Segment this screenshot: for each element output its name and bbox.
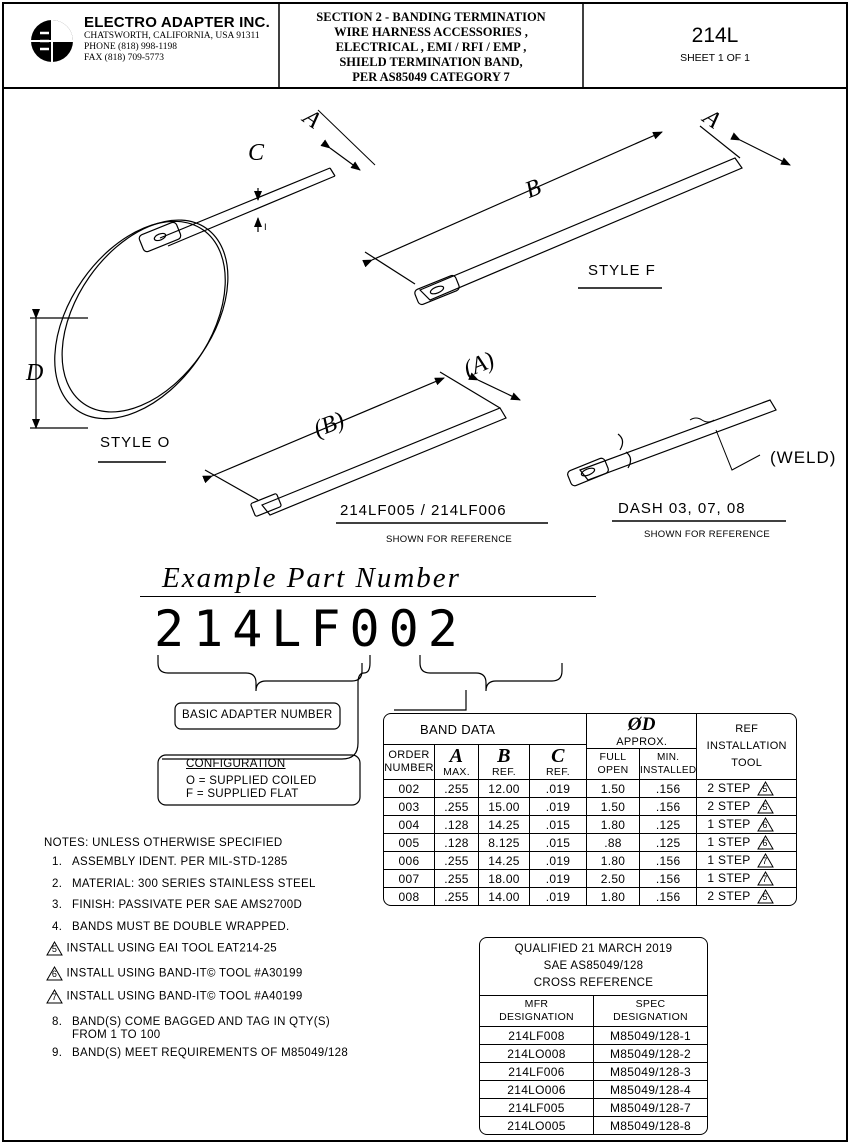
b-cell: 14.25 — [479, 852, 530, 870]
tool-cell — [697, 816, 796, 834]
flag-number: 5 — [762, 802, 768, 813]
mfr-cell: 214LO005 — [480, 1117, 594, 1135]
col-full-open-header — [587, 749, 640, 780]
b-cell: 15.00 — [479, 798, 530, 816]
note-text: FINISH: PASSIVATE PER SAE AMS2700D — [72, 899, 303, 911]
tool-text: 1 STEP — [707, 870, 751, 885]
full-open-cell: 2.50 — [587, 870, 640, 888]
note-number: 8. — [52, 1016, 63, 1028]
band-illustrations — [0, 90, 850, 560]
flag-number: 5 — [762, 784, 768, 795]
flag-triangle-icon — [757, 871, 774, 886]
band-data-row — [384, 798, 796, 816]
a-cell: .255 — [435, 870, 479, 888]
mfr-header — [480, 996, 594, 1027]
min-installed-cell: .156 — [640, 888, 697, 906]
full-open-cell: 1.50 — [587, 798, 640, 816]
example-heading: Example Part Number — [162, 562, 461, 594]
note-text: BAND(S) COME BAGGED AND TAG IN QTY(S) — [72, 1016, 330, 1028]
mfr-cell: 214LF008 — [480, 1027, 594, 1045]
cross-reference-header — [480, 938, 707, 996]
flag-triangle-icon — [757, 835, 774, 850]
tool-cell — [697, 870, 796, 888]
a-cell: .128 — [435, 834, 479, 852]
flag-number: 6 — [51, 969, 58, 979]
config-option-f: F = SUPPLIED FLAT — [186, 788, 299, 800]
band-data-row — [384, 816, 796, 834]
order-header-line: NUMBER — [384, 762, 434, 774]
min-installed-cell: .156 — [640, 798, 697, 816]
note-5 — [46, 941, 277, 956]
ref-part-label: 214LF005 / 214LF006 — [340, 502, 507, 519]
note-text: INSTALL USING EAI TOOL EAT214-25 — [66, 942, 278, 955]
b-cell: 14.25 — [479, 816, 530, 834]
d-letter: ØD — [627, 714, 656, 735]
band-data-table-wrapper — [383, 713, 797, 906]
a-letter: A — [449, 745, 464, 767]
tool-text: 2 STEP — [707, 798, 751, 813]
order-cell: 003 — [384, 798, 435, 816]
spec-cell: M85049/128-4 — [594, 1081, 708, 1099]
title-block-description — [279, 4, 583, 88]
spec-cell: M85049/128-1 — [594, 1027, 708, 1045]
col-min-installed-header — [640, 749, 697, 780]
col-c-header — [530, 745, 587, 780]
title-line: ELECTRICAL , EMI / RFI / EMP , — [335, 40, 527, 54]
tool-text: 1 STEP — [707, 852, 751, 867]
order-cell: 002 — [384, 780, 435, 798]
min-installed-cell: .156 — [640, 780, 697, 798]
b-cell: 8.125 — [479, 834, 530, 852]
note-text: BANDS MUST BE DOUBLE WRAPPED. — [72, 921, 290, 933]
mfr-cell: 214LO008 — [480, 1045, 594, 1063]
flag-number: 6 — [762, 820, 768, 831]
note-text: MATERIAL: 300 SERIES STAINLESS STEEL — [72, 878, 316, 890]
mfr-cell: 214LF006 — [480, 1063, 594, 1081]
dim-b-label: B — [521, 174, 545, 204]
dim-a-label: A — [298, 104, 326, 134]
b-cell: 18.00 — [479, 870, 530, 888]
tool-cell — [697, 780, 796, 798]
order-cell: 007 — [384, 870, 435, 888]
b-cell: 14.00 — [479, 888, 530, 906]
flag-triangle-icon — [46, 966, 63, 981]
c-cell: .015 — [530, 816, 587, 834]
tool-text: 2 STEP — [707, 888, 751, 903]
full-open-cell: 1.80 — [587, 816, 640, 834]
style-o-label: STYLE O — [100, 434, 171, 451]
flag-number: 7 — [51, 992, 58, 1002]
band-data-table — [384, 714, 796, 905]
mfr-header-line: MFR — [524, 998, 549, 1010]
note-7 — [46, 989, 303, 1004]
tool-header-line: TOOL — [731, 757, 763, 769]
cross-reference-table — [480, 996, 707, 1134]
c-cell: .019 — [530, 852, 587, 870]
dim-c-tick: I — [264, 222, 267, 233]
col-b-header — [479, 745, 530, 780]
company-fax: FAX (818) 709-5773 — [84, 53, 165, 63]
flag-triangle-icon — [757, 799, 774, 814]
basic-adapter-number-label: BASIC ADAPTER NUMBER — [182, 709, 333, 721]
spec-cell: M85049/128-2 — [594, 1045, 708, 1063]
note-text: ASSEMBLY IDENT. PER MIL-STD-1285 — [72, 856, 288, 868]
min-installed-line: INSTALLED — [640, 765, 697, 776]
cross-reference-title: CROSS REFERENCE — [533, 977, 654, 989]
title-line: WIRE HARNESS ACCESSORIES , — [334, 25, 528, 39]
note-6 — [46, 966, 303, 981]
flag-number: 6 — [762, 838, 768, 849]
flag-number: 5 — [762, 892, 768, 903]
dim-a-ref-label: (A) — [460, 347, 499, 383]
title-block-number — [583, 4, 847, 88]
company-logo-icon — [31, 20, 73, 62]
a-cell: .255 — [435, 798, 479, 816]
weld-label: (WELD) — [770, 448, 837, 467]
a-cell: .255 — [435, 888, 479, 906]
ref-214lf005-drawing — [205, 372, 548, 523]
note-9 — [52, 1047, 348, 1059]
tool-header-line: REF — [735, 723, 759, 735]
note-number: 4. — [52, 921, 63, 933]
flag-triangle-icon — [757, 853, 774, 868]
full-open-cell: 1.80 — [587, 888, 640, 906]
sae-spec: SAE AS85049/128 — [543, 960, 644, 972]
tool-cell — [697, 798, 796, 816]
order-cell: 004 — [384, 816, 435, 834]
spec-cell: M85049/128-7 — [594, 1099, 708, 1117]
flag-number: 5 — [51, 944, 58, 954]
full-open-line: FULL — [599, 751, 627, 763]
note-4 — [52, 921, 289, 933]
full-open-cell: 1.80 — [587, 852, 640, 870]
spec-header-line: DESIGNATION — [613, 1011, 688, 1023]
mfr-cell: 214LO006 — [480, 1081, 594, 1099]
note-text-cont: FROM 1 TO 100 — [72, 1029, 161, 1041]
style-f-drawing — [365, 126, 790, 306]
title-line: PER AS85049 CATEGORY 7 — [352, 70, 510, 84]
b-letter: B — [497, 745, 511, 767]
mfr-header-line: DESIGNATION — [499, 1011, 574, 1023]
min-installed-cell: .125 — [640, 816, 697, 834]
cross-reference-row — [480, 1045, 707, 1063]
order-cell: 008 — [384, 888, 435, 906]
note-1 — [52, 856, 288, 868]
spec-cell: M85049/128-8 — [594, 1117, 708, 1135]
col-d-header — [587, 714, 697, 749]
c-cell: .019 — [530, 870, 587, 888]
tool-cell — [697, 888, 796, 906]
cross-reference-row — [480, 1027, 707, 1045]
min-installed-cell: .156 — [640, 852, 697, 870]
flag-number: 7 — [762, 856, 768, 867]
spec-header — [594, 996, 708, 1027]
sheet-number: SHEET 1 OF 1 — [680, 52, 750, 64]
spec-header-line: SPEC — [635, 998, 666, 1010]
c-cell: .019 — [530, 780, 587, 798]
cross-reference-row — [480, 1117, 707, 1135]
configuration-title: CONFIGURATION — [186, 758, 286, 770]
note-8 — [52, 1016, 330, 1042]
company-name: ELECTRO ADAPTER INC. — [84, 14, 270, 31]
example-part-number: 214LF002 — [154, 600, 467, 658]
tool-text: 1 STEP — [707, 834, 751, 849]
tool-text: 1 STEP — [707, 816, 751, 831]
note-2 — [52, 878, 316, 890]
example-heading-underline — [140, 596, 596, 597]
full-open-line: OPEN — [597, 764, 629, 776]
style-f-label: STYLE F — [588, 262, 656, 279]
full-open-cell: 1.50 — [587, 780, 640, 798]
order-cell: 005 — [384, 834, 435, 852]
company-phone: PHONE (818) 998-1198 — [84, 42, 178, 52]
a-cell: .255 — [435, 780, 479, 798]
cross-reference-row — [480, 1063, 707, 1081]
c-cell: .019 — [530, 798, 587, 816]
title-line: SHIELD TERMINATION BAND, — [339, 55, 523, 69]
col-order-header — [384, 745, 435, 780]
flag-triangle-icon — [46, 989, 63, 1004]
drawing-number: 214L — [691, 24, 739, 47]
tool-cell — [697, 834, 796, 852]
flag-number: 7 — [762, 874, 768, 885]
c-cell: .015 — [530, 834, 587, 852]
tool-header-line: INSTALLATION — [706, 740, 787, 752]
b-sub: REF. — [492, 766, 516, 778]
note-text: INSTALL USING BAND-IT© TOOL #A30199 — [66, 967, 303, 980]
band-data-row — [384, 888, 796, 906]
dash-label: DASH 03, 07, 08 — [618, 500, 746, 517]
mfr-cell: 214LF005 — [480, 1099, 594, 1117]
flag-triangle-icon — [757, 889, 774, 904]
style-o-drawing — [20, 110, 375, 462]
notes-heading: NOTES: UNLESS OTHERWISE SPECIFIED — [44, 837, 283, 849]
company-address: CHATSWORTH, CALIFORNIA, USA 91311 — [84, 31, 260, 41]
note-number: 3. — [52, 899, 63, 911]
d-sub: APPROX. — [616, 736, 668, 748]
dim-a-label-f: A — [698, 104, 726, 134]
full-open-cell: .88 — [587, 834, 640, 852]
qualified-date: QUALIFIED 21 MARCH 2019 — [514, 943, 673, 955]
band-data-row — [384, 852, 796, 870]
shown-for-reference-1: SHOWN FOR REFERENCE — [386, 534, 513, 545]
a-cell: .128 — [435, 816, 479, 834]
band-data-title: BAND DATA — [384, 714, 587, 745]
note-text: BAND(S) MEET REQUIREMENTS OF M85049/128 — [72, 1047, 349, 1059]
band-data-row — [384, 834, 796, 852]
cross-reference-row — [480, 1099, 707, 1117]
flag-triangle-icon — [46, 941, 63, 956]
note-text: INSTALL USING BAND-IT© TOOL #A40199 — [66, 990, 303, 1003]
cross-reference-wrapper — [479, 937, 708, 1135]
config-option-o: O = SUPPLIED COILED — [186, 775, 317, 787]
note-number: 1. — [52, 856, 63, 868]
col-tool-header — [697, 714, 796, 780]
band-data-row — [384, 780, 796, 798]
c-cell: .019 — [530, 888, 587, 906]
dim-b-ref-label: (B) — [310, 407, 349, 443]
c-sub: REF. — [546, 766, 570, 778]
spec-cell: M85049/128-3 — [594, 1063, 708, 1081]
title-line: SECTION 2 - BANDING TERMINATION — [316, 10, 546, 24]
flag-triangle-icon — [757, 781, 774, 796]
tool-cell — [697, 852, 796, 870]
a-sub: MAX. — [443, 766, 470, 778]
b-cell: 12.00 — [479, 780, 530, 798]
flag-triangle-icon — [757, 817, 774, 832]
note-number: 2. — [52, 878, 63, 890]
band-data-row — [384, 870, 796, 888]
col-a-header — [435, 745, 479, 780]
tool-text: 2 STEP — [707, 780, 751, 795]
min-installed-cell: .125 — [640, 834, 697, 852]
a-cell: .255 — [435, 852, 479, 870]
dim-d-label: D — [26, 360, 44, 386]
shown-for-reference-2: SHOWN FOR REFERENCE — [644, 529, 771, 540]
order-cell: 006 — [384, 852, 435, 870]
title-block-company — [84, 4, 279, 88]
cross-reference-row — [480, 1081, 707, 1099]
dim-c-label: C — [248, 140, 265, 166]
note-number: 9. — [52, 1047, 63, 1059]
c-letter: C — [551, 745, 565, 767]
order-header-line: ORDER — [388, 749, 430, 761]
min-installed-line: MIN. — [657, 752, 680, 763]
min-installed-cell: .156 — [640, 870, 697, 888]
note-3 — [52, 899, 302, 911]
